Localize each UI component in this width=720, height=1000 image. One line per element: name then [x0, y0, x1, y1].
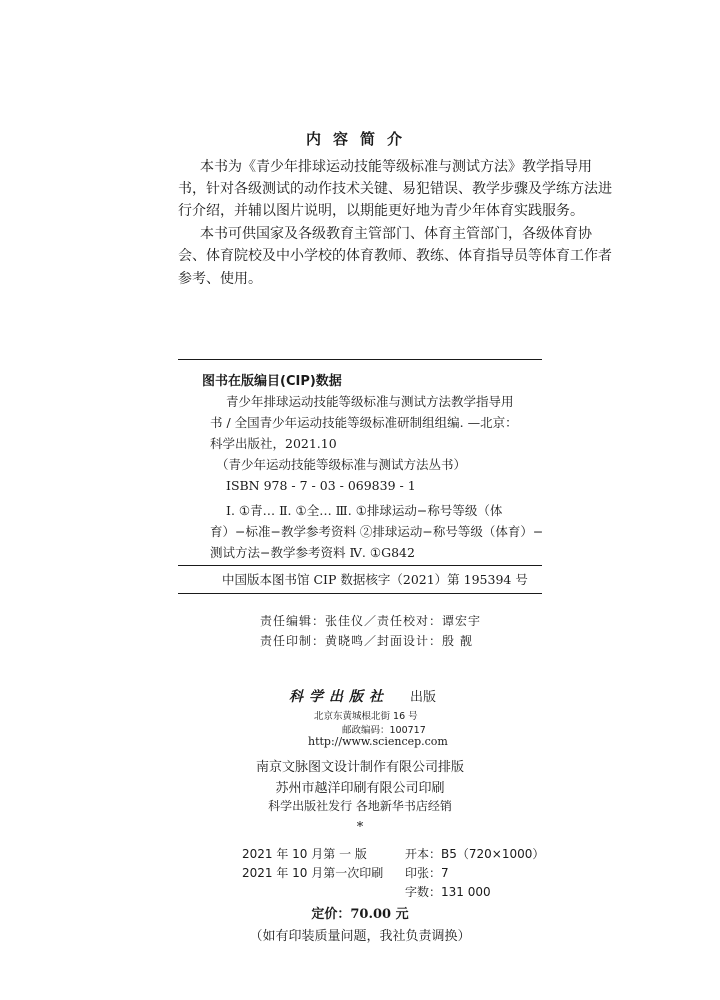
editors-line-1: 责任编辑：张佳仪／责任校对：谭宏宇 — [260, 614, 482, 628]
cip-top-rule — [178, 359, 542, 360]
cip-bottom-rule — [178, 593, 542, 594]
sheets-line: 印张：7 — [405, 866, 449, 880]
edition-line: 2021 年 10 月第 一 版 — [242, 847, 367, 861]
intro-paragraph-2-line-1: 本书可供国家及各级教育主管部门、体育主管部门，各级体育协 — [200, 226, 592, 242]
cip-line-1: 青少年排球运动技能等级标准与测试方法教学指导用 — [226, 394, 514, 409]
distribution-line: 科学出版社发行 各地新华书店经销 — [268, 799, 452, 813]
cip-core-data: 中国版本图书馆 CIP 数据核字（2021）第 195394 号 — [222, 572, 528, 587]
cip-line-3: 科学出版社，2021.10 — [210, 436, 337, 451]
typesetter-line: 南京文脉图文设计制作有限公司排版 — [255, 760, 464, 775]
price-line: 定价：70.00 元 — [311, 907, 409, 922]
intro-paragraph-1-line-2: 书，针对各级测试的动作技术关键、易犯错误、教学步骤及学练方法进 — [178, 181, 612, 197]
cip-line-2: 书 / 全国青少年运动技能等级标准研制组组编. —北京： — [210, 415, 518, 430]
publisher-suffix: 出版 — [410, 690, 437, 705]
separator-star: * — [356, 820, 364, 835]
publisher-postcode: 邮政编码：100717 — [342, 725, 426, 736]
intro-paragraph-1-line-1: 本书为《青少年排球运动技能等级标准与测试方法》教学指导用 — [200, 159, 592, 175]
intro-paragraph-1-line-3: 行介绍，并辅以图片说明，以期能更好地为青少年体育实践服务。 — [178, 203, 584, 219]
cip-middle-rule — [178, 565, 542, 566]
quality-note: （如有印装质量问题，我社负责调换） — [249, 929, 471, 944]
cip-line-4: （青少年运动技能等级标准与测试方法丛书） — [216, 457, 467, 472]
cip-subject-line-3: 测试方法−教学参考资料 Ⅳ. ①G842 — [210, 545, 415, 560]
intro-title: 内容简介 — [305, 130, 414, 148]
printer-line: 苏州市越洋印刷有限公司印刷 — [275, 781, 445, 796]
editors-line-2: 责任印制：黄晓鸣／封面设计：殷 靓 — [260, 634, 473, 648]
intro-paragraph-2-line-3: 参考、使用。 — [178, 271, 262, 287]
intro-paragraph-2-line-2: 会、体育院校及中小学校的体育教师、教练、体育指导员等体育工作者 — [178, 248, 612, 264]
cip-line-5: ISBN 978 - 7 - 03 - 069839 - 1 — [226, 478, 416, 493]
cip-heading: 图书在版编目(CIP)数据 — [202, 374, 342, 389]
publisher-website: http://www.sciencep.com — [308, 735, 448, 748]
format-line: 开本：B5（720×1000） — [405, 847, 545, 861]
publisher-address: 北京东黄城根北街 16 号 — [314, 711, 418, 722]
publisher-name: 科学出版社 — [289, 689, 389, 705]
cip-subject-line-1: Ⅰ. ①青… Ⅱ. ①全… Ⅲ. ①排球运动−称号等级（体 — [226, 503, 503, 518]
words-line: 字数：131 000 — [405, 885, 491, 899]
cip-subject-line-2: 育）−标准−教学参考资料 ②排球运动−称号等级（体育）− — [210, 524, 544, 539]
printing-line: 2021 年 10 月第一次印刷 — [242, 866, 384, 880]
